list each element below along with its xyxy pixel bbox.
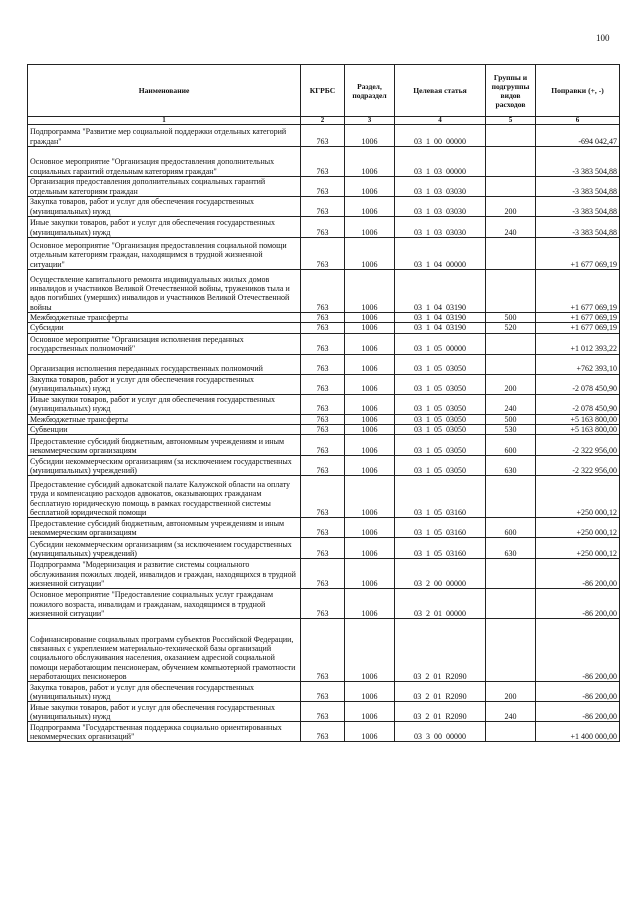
row-expense-group: 200	[486, 682, 536, 702]
row-kgrbs: 763	[301, 238, 345, 270]
row-name: Организация исполнения переданных государственных полномочий	[28, 354, 301, 374]
row-amount: +1 012 393,22	[536, 333, 620, 354]
row-amount: +5 163 800,00	[536, 424, 620, 434]
row-target-article: 03 1 04 00000	[395, 238, 486, 270]
table-row	[28, 270, 620, 313]
row-kgrbs: 763	[301, 424, 345, 434]
row-name: Основное мероприятие "Организация предоставления социальной помощи отдельным категориям граждан, находящимся в трудной жизненной ситуации"	[28, 238, 301, 270]
row-section: 1006	[345, 354, 395, 374]
row-target-article: 03 1 05 03050	[395, 394, 486, 414]
row-target-article: 03 1 05 00000	[395, 333, 486, 354]
row-expense-group: 630	[486, 538, 536, 559]
row-name: Субсидии некоммерческим организациям (за исключением государственных (муниципальных) учреждений)	[28, 456, 301, 476]
row-kgrbs: 763	[301, 722, 345, 742]
row-amount: -3 383 504,88	[536, 147, 620, 177]
row-kgrbs: 763	[301, 619, 345, 682]
row-amount: -2 078 450,90	[536, 374, 620, 394]
row-amount: -86 200,00	[536, 702, 620, 722]
row-amount: +250 000,12	[536, 518, 620, 538]
row-name: Межбюджетные трансферты	[28, 414, 301, 424]
row-name: Субсидии некоммерческим организациям (за исключением государственных (муниципальных) учреждений)	[28, 538, 301, 559]
row-section: 1006	[345, 619, 395, 682]
col-header-section: Раздел, подраздел	[345, 65, 395, 117]
row-kgrbs: 763	[301, 217, 345, 238]
row-section: 1006	[345, 374, 395, 394]
row-amount: -2 322 956,00	[536, 456, 620, 476]
row-amount: -3 383 504,88	[536, 197, 620, 217]
row-name: Субсидии	[28, 323, 301, 333]
row-amount: -86 200,00	[536, 619, 620, 682]
table-row	[28, 177, 620, 197]
row-expense-group: 600	[486, 518, 536, 538]
row-target-article: 03 1 05 03050	[395, 354, 486, 374]
row-section: 1006	[345, 538, 395, 559]
row-name: Иные закупки товаров, работ и услуг для обеспечения государственных (муниципальных) нужд	[28, 702, 301, 722]
row-target-article: 03 1 05 03160	[395, 518, 486, 538]
row-kgrbs: 763	[301, 354, 345, 374]
row-target-article: 03 1 00 00000	[395, 125, 486, 147]
row-section: 1006	[345, 313, 395, 323]
row-name: Осуществление капитального ремонта индивидуальных жилых домов инвалидов и участников Великой Отечественной войны, тружеников тыла и вдов погибших (умерших) инвалидов и участников Великой Отечественной войны	[28, 270, 301, 313]
row-name: Иные закупки товаров, работ и услуг для обеспечения государственных (муниципальных) нужд	[28, 394, 301, 414]
col-number: 4	[395, 117, 486, 125]
row-amount: -2 322 956,00	[536, 435, 620, 456]
row-kgrbs: 763	[301, 518, 345, 538]
row-expense-group: 200	[486, 374, 536, 394]
row-name: Иные закупки товаров, работ и услуг для обеспечения государственных (муниципальных) нужд	[28, 217, 301, 238]
row-target-article: 03 2 01 R2090	[395, 619, 486, 682]
row-expense-group	[486, 354, 536, 374]
table-row	[28, 333, 620, 354]
row-target-article: 03 1 05 03160	[395, 476, 486, 518]
row-amount: -86 200,00	[536, 682, 620, 702]
col-header-amendments: Поправки (+, -)	[536, 65, 620, 117]
page-number: 100	[596, 33, 610, 43]
table-row	[28, 125, 620, 147]
row-section: 1006	[345, 238, 395, 270]
row-target-article: 03 1 05 03050	[395, 424, 486, 434]
row-kgrbs: 763	[301, 125, 345, 147]
row-kgrbs: 763	[301, 394, 345, 414]
budget-table	[27, 64, 620, 742]
row-amount: +1 677 069,19	[536, 323, 620, 333]
header-row	[28, 65, 620, 117]
row-section: 1006	[345, 456, 395, 476]
row-amount: -86 200,00	[536, 559, 620, 589]
table-row	[28, 354, 620, 374]
row-expense-group: 520	[486, 323, 536, 333]
col-number: 1	[28, 117, 301, 125]
row-expense-group: 530	[486, 424, 536, 434]
col-number: 2	[301, 117, 345, 125]
table-row	[28, 538, 620, 559]
row-name: Организация предоставления дополнительных социальных гарантий отдельным категориям граждан	[28, 177, 301, 197]
row-target-article: 03 1 05 03050	[395, 435, 486, 456]
row-section: 1006	[345, 217, 395, 238]
row-name: Предоставление субсидий бюджетным, автономным учреждениям и иным некоммерческим организациям	[28, 518, 301, 538]
row-kgrbs: 763	[301, 682, 345, 702]
row-name: Межбюджетные трансферты	[28, 313, 301, 323]
row-name: Предоставление субсидий бюджетным, автономным учреждениям и иным некоммерческим организациям	[28, 435, 301, 456]
row-name: Основное мероприятие "Предоставление социальных услуг гражданам пожилого возраста, инвалидам и гражданам, находящимся в трудной жизненной ситуации"	[28, 589, 301, 619]
col-number: 5	[486, 117, 536, 125]
row-target-article: 03 1 03 03030	[395, 177, 486, 197]
row-name: Подпрограмма "Модернизация и развитие системы социального обслуживания пожилых людей, инвалидов и граждан, находящихся в трудной жизненной ситуации"	[28, 559, 301, 589]
table-row	[28, 197, 620, 217]
row-target-article: 03 2 01 R2090	[395, 702, 486, 722]
row-target-article: 03 1 03 03030	[395, 197, 486, 217]
row-expense-group: 630	[486, 456, 536, 476]
row-kgrbs: 763	[301, 538, 345, 559]
row-section: 1006	[345, 414, 395, 424]
table-row	[28, 323, 620, 333]
row-amount: -694 042,47	[536, 125, 620, 147]
row-expense-group	[486, 333, 536, 354]
row-kgrbs: 763	[301, 197, 345, 217]
row-target-article: 03 1 03 00000	[395, 147, 486, 177]
col-header-kgrbs: КГРБС	[301, 65, 345, 117]
row-name: Закупка товаров, работ и услуг для обеспечения государственных (муниципальных) нужд	[28, 374, 301, 394]
row-expense-group	[486, 270, 536, 313]
row-name: Предоставление субсидий адвокатской палате Калужской области на оплату труда и компенсацию расходов адвокатов, оказывающих гражданам бесплатную юридическую помощь в рамках государственной системы бесплатной юридической помощи	[28, 476, 301, 518]
row-section: 1006	[345, 722, 395, 742]
row-expense-group	[486, 177, 536, 197]
row-amount: -3 383 504,88	[536, 177, 620, 197]
row-kgrbs: 763	[301, 147, 345, 177]
row-amount: +5 163 800,00	[536, 414, 620, 424]
row-section: 1006	[345, 177, 395, 197]
row-section: 1006	[345, 518, 395, 538]
row-expense-group: 240	[486, 217, 536, 238]
row-name: Закупка товаров, работ и услуг для обеспечения государственных (муниципальных) нужд	[28, 682, 301, 702]
table-row	[28, 476, 620, 518]
row-target-article: 03 2 00 00000	[395, 559, 486, 589]
row-amount: +762 393,10	[536, 354, 620, 374]
row-expense-group: 600	[486, 435, 536, 456]
row-name: Подпрограмма "Развитие мер социальной поддержки отдельных категорий граждан"	[28, 125, 301, 147]
table-row	[28, 424, 620, 434]
table-row	[28, 414, 620, 424]
table-row	[28, 313, 620, 323]
row-section: 1006	[345, 476, 395, 518]
row-expense-group: 200	[486, 197, 536, 217]
row-target-article: 03 2 01 00000	[395, 589, 486, 619]
row-name: Закупка товаров, работ и услуг для обеспечения государственных (муниципальных) нужд	[28, 197, 301, 217]
row-expense-group	[486, 619, 536, 682]
row-kgrbs: 763	[301, 177, 345, 197]
col-number: 6	[536, 117, 620, 125]
row-kgrbs: 763	[301, 414, 345, 424]
table-row	[28, 682, 620, 702]
row-name: Основное мероприятие "Организация предоставления дополнительных социальных гарантий отдельным категориям граждан"	[28, 147, 301, 177]
row-amount: +1 677 069,19	[536, 313, 620, 323]
row-expense-group	[486, 559, 536, 589]
row-amount: +1 677 069,19	[536, 238, 620, 270]
row-expense-group	[486, 125, 536, 147]
table-row	[28, 702, 620, 722]
row-kgrbs: 763	[301, 323, 345, 333]
table-row	[28, 589, 620, 619]
row-target-article: 03 1 05 03050	[395, 456, 486, 476]
row-amount: -3 383 504,88	[536, 217, 620, 238]
row-expense-group	[486, 238, 536, 270]
row-section: 1006	[345, 270, 395, 313]
row-name: Софинансирование социальных программ субъектов Российской Федерации, связанных с укреплением материально-технической базы организаций социального обслуживания населения, оказанием адресной социальной помощи неработающим пенсионерам, обучением компьютерной грамотности неработающих пенсионеров	[28, 619, 301, 682]
table-row	[28, 238, 620, 270]
row-section: 1006	[345, 589, 395, 619]
row-kgrbs: 763	[301, 374, 345, 394]
row-kgrbs: 763	[301, 559, 345, 589]
row-amount: +250 000,12	[536, 476, 620, 518]
row-section: 1006	[345, 424, 395, 434]
row-kgrbs: 763	[301, 476, 345, 518]
row-section: 1006	[345, 394, 395, 414]
row-name: Основное мероприятие "Организация исполнения переданных государственных полномочий"	[28, 333, 301, 354]
row-kgrbs: 763	[301, 333, 345, 354]
row-expense-group: 500	[486, 313, 536, 323]
row-section: 1006	[345, 702, 395, 722]
row-section: 1006	[345, 197, 395, 217]
row-expense-group	[486, 722, 536, 742]
row-amount: -86 200,00	[536, 589, 620, 619]
row-target-article: 03 1 05 03050	[395, 414, 486, 424]
row-section: 1006	[345, 559, 395, 589]
table-row	[28, 374, 620, 394]
row-section: 1006	[345, 147, 395, 177]
row-kgrbs: 763	[301, 270, 345, 313]
row-kgrbs: 763	[301, 589, 345, 619]
table-row	[28, 559, 620, 589]
row-kgrbs: 763	[301, 435, 345, 456]
row-target-article: 03 1 03 03030	[395, 217, 486, 238]
row-expense-group: 240	[486, 394, 536, 414]
row-amount: -2 078 450,90	[536, 394, 620, 414]
row-kgrbs: 763	[301, 456, 345, 476]
row-amount: +1 400 000,00	[536, 722, 620, 742]
row-kgrbs: 763	[301, 313, 345, 323]
row-name: Субвенции	[28, 424, 301, 434]
row-section: 1006	[345, 333, 395, 354]
table-row	[28, 722, 620, 742]
table-row	[28, 217, 620, 238]
table-row	[28, 456, 620, 476]
col-header-name: Наименование	[28, 65, 301, 117]
row-kgrbs: 763	[301, 702, 345, 722]
row-section: 1006	[345, 435, 395, 456]
row-target-article: 03 1 05 03160	[395, 538, 486, 559]
row-target-article: 03 1 04 03190	[395, 313, 486, 323]
table-row	[28, 619, 620, 682]
table-row	[28, 147, 620, 177]
column-number-row	[28, 117, 620, 125]
col-header-target-article: Целевая статья	[395, 65, 486, 117]
row-name: Подпрограмма "Государственная поддержка социально ориентированных некоммерческих организаций"	[28, 722, 301, 742]
row-section: 1006	[345, 323, 395, 333]
row-target-article: 03 2 01 R2090	[395, 682, 486, 702]
row-target-article: 03 1 04 03190	[395, 323, 486, 333]
table-row	[28, 394, 620, 414]
table-row	[28, 435, 620, 456]
row-target-article: 03 3 00 00000	[395, 722, 486, 742]
col-number: 3	[345, 117, 395, 125]
row-expense-group: 240	[486, 702, 536, 722]
row-expense-group	[486, 476, 536, 518]
row-amount: +1 677 069,19	[536, 270, 620, 313]
row-section: 1006	[345, 682, 395, 702]
row-section: 1006	[345, 125, 395, 147]
row-amount: +250 000,12	[536, 538, 620, 559]
row-target-article: 03 1 05 03050	[395, 374, 486, 394]
row-target-article: 03 1 04 03190	[395, 270, 486, 313]
row-expense-group	[486, 147, 536, 177]
row-expense-group: 500	[486, 414, 536, 424]
col-header-expense-groups: Группы и подгруппы видов расходов	[486, 65, 536, 117]
table-row	[28, 518, 620, 538]
row-expense-group	[486, 589, 536, 619]
